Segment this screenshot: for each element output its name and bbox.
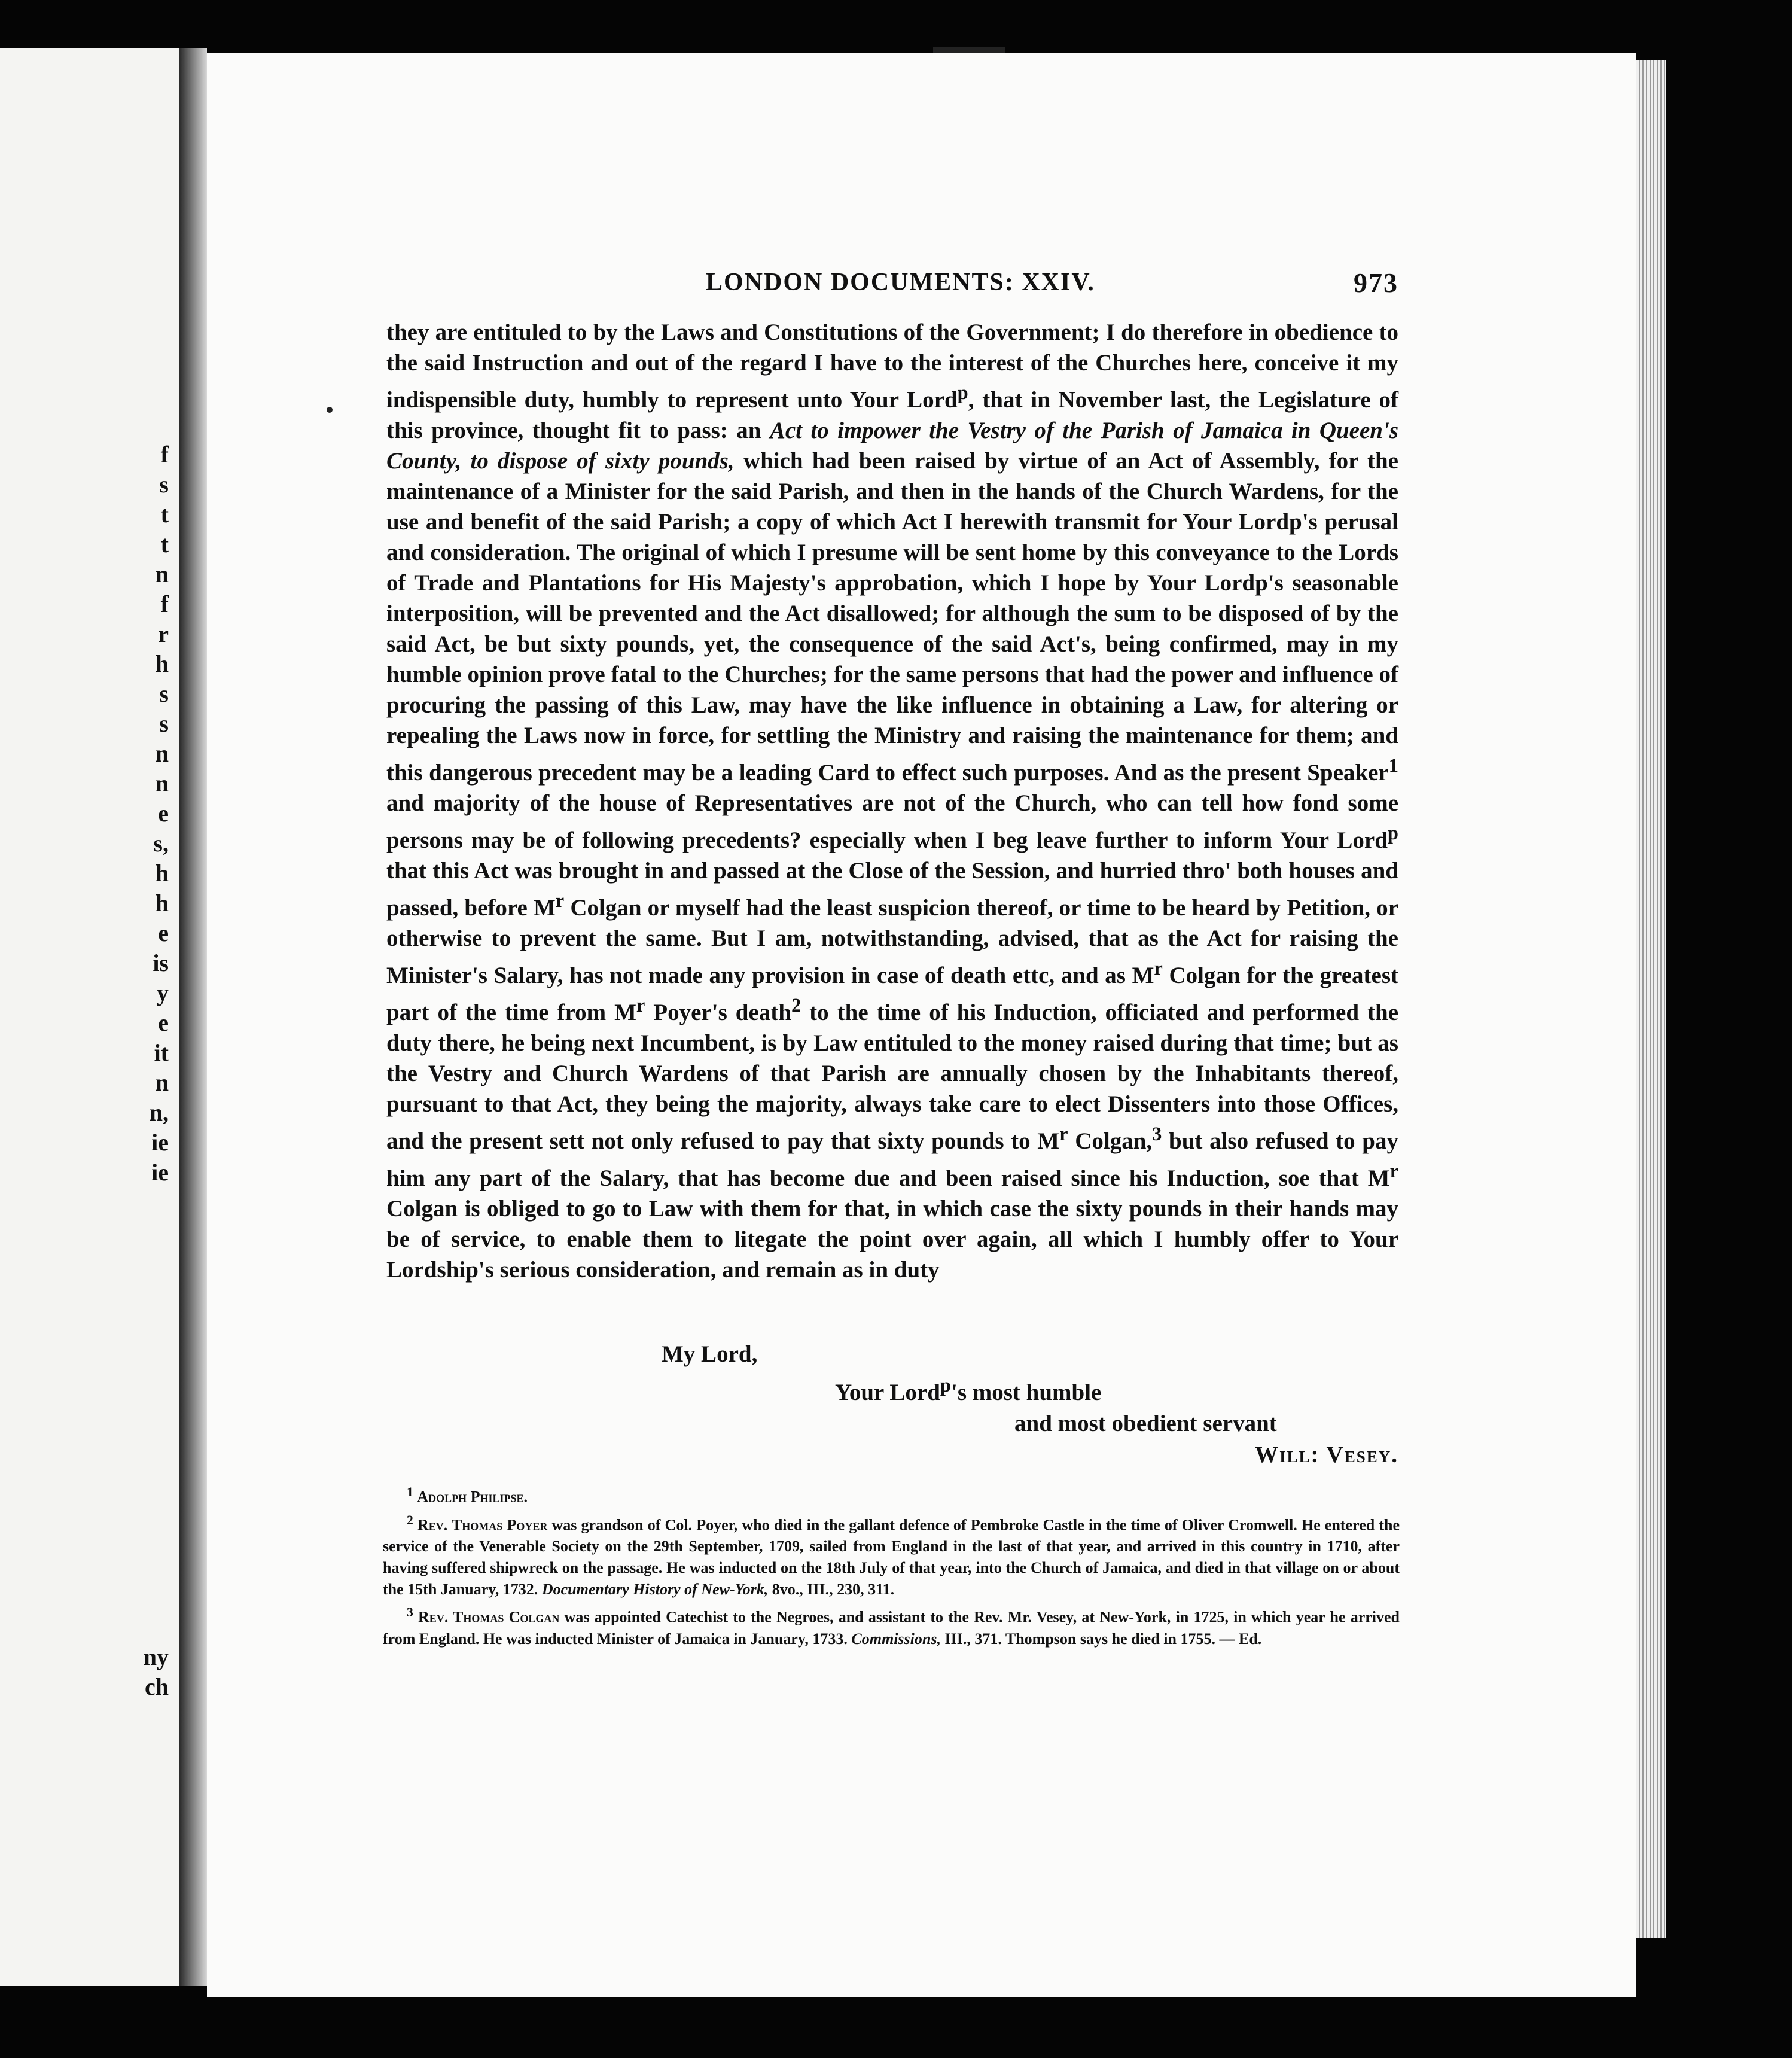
facing-page-fragment: s [159, 710, 169, 737]
facing-page [0, 48, 179, 1986]
facing-page-fragment: r [158, 620, 169, 647]
facing-page-fragment: t [160, 531, 169, 558]
facing-page-fragment: e [158, 920, 169, 946]
facing-page-fragment: y [157, 979, 169, 1006]
facing-page-fragment: h [155, 890, 169, 917]
letter-closing [386, 1339, 1398, 1471]
footnote-3: $^3$ Rev. Thomas Colgan was appointed Catechist to the Negroes, and assistant to the Rev. Mr. Vesey, at New-York, in 1725, in which year he arrived from England. He was inducted Minister of Jamaica in January, 1733. Commissions, III., 371. Thompson says he died in 1755. — Ed. [383, 1605, 1400, 1648]
facing-page-fragment: ny [143, 1643, 169, 1670]
footnote-ref-3: 3 [1152, 1124, 1162, 1145]
facing-page-fragment: it [154, 1039, 169, 1066]
facing-page-fragment: t [160, 501, 169, 528]
facing-page-fragment: is [153, 949, 169, 976]
facing-page-fragment: ie [151, 1129, 169, 1156]
page-edges [1636, 60, 1666, 1938]
facing-page-fragment: n [155, 740, 169, 767]
running-title: LONDON DOCUMENTS: XXIV. [706, 269, 1095, 296]
letter-paragraph: they are entituled to by the Laws and Constitutions of the Government; I do therefore in obedience to the said Instruction and out of the regard I have to the interest of the Churches here, conceive it my indispensible duty, humbly to represent unto Your Lord$^p$, that in November last, the Legislature of this province, thought fit to pass: an Act to impower the Vestry of the Parish of Jamaica in Queen's County, to dispose of sixty pounds, which had been raised by virtue of an Act of Assembly, for the maintenance of a Minister for the said Parish, and then in the hands of the Church Wardens, for the use and benefit of the said Parish; a copy of which Act I herewith transmit for Your Lordp's perusal and consideration. The original of which I presume will be sent home by this conveyance to the Lords of Trade and Plantations for His Majesty's approbation, which I hope by Your Lordp's seasonable interposition, will be prevented and the Act disallowed; for although the sum to be disposed of by the said Act, be but sixty pounds, yet, the consequence of the said Act's, being confirmed, may in my humble opinion prove fatal to the Churches; for the same persons that had the power and influence of procuring the passing of this Law, may have the like influence in obtaining a Law, for altering or repealing the Laws now in force, for settling the Ministry and raising the maintenance for them; and this dangerous precedent may be a leading Card to effect such purposes. And as the present Speaker$^1$ and majority of the house of Representatives are not of the Church, who can tell how fond some persons may be of following precedents? especially when I beg leave further to inform Your Lord$^p$ that this Act was brought in and passed at the Close of the Session, and hurried thro' both houses and passed, before $M^r$ Colgan or myself had the least suspicion thereof, or time to be heard by Petition, or otherwise to prevent the same. But I am, notwithstanding, advised, that as the Act for raising the Minister's Salary, has not made any provision in case of death ettc, and as $M^r$ Colgan for the greatest part of the time from $M^r$ Poyer's death$^2$ to the time of his Induction, officiated and performed the duty there, he being next Incumbent, is by Law entituled to the money raised during that time; but as the Vestry and Church Wardens of that Parish are annually chosen by the Inhabitants thereof, pursuant to that Act, they being the majority, always take care to elect Dissenters into those Offices, and the present sett not only refused to pay that sixty pounds to $M^r$ Colgan,$^3$ but also refused to pay him any part of the Salary, that has become due and been raised since his Induction, soe that $M^r$ Colgan is obliged to go to Law with them for that, in which case the sixty pounds in their hands may be of service, to enable them to litegate the point over again, all which I humbly offer to Your Lordship's serious consideration, and remain as in duty [386, 319, 1399, 1283]
facing-page-fragment: n [155, 1069, 169, 1096]
facing-page-fragment: f [160, 441, 169, 468]
facing-page-fragment: s [159, 680, 169, 707]
page-number: 973 [1354, 267, 1398, 298]
book-gutter [179, 48, 207, 1986]
facing-page-fragment: ie [151, 1159, 169, 1186]
facing-page-fragment: n, [149, 1099, 169, 1126]
letter-body [386, 317, 1398, 1285]
ink-spot [327, 407, 333, 413]
closing-line: Your Lord$^p$'s most humble [835, 1375, 1102, 1405]
footnote-1: $^1$ Adolph Philipse. [407, 1485, 528, 1506]
facing-page-fragment: n [155, 561, 169, 587]
salutation: My Lord, [662, 1341, 758, 1367]
facing-page-fragment: ch [145, 1673, 169, 1700]
footnotes [383, 1481, 1400, 1651]
footnote-ref-2: 2 [791, 995, 801, 1016]
signature: Will: Vesey. [1254, 1442, 1398, 1468]
facing-page-fragment: s [159, 471, 169, 498]
closing-line: and most obedient servant [1014, 1411, 1277, 1436]
facing-page-fragment: e [158, 1009, 169, 1036]
footnote-ref-1: 1 [1388, 755, 1398, 777]
facing-page-fragment: h [155, 650, 169, 677]
facing-page-fragment: s, [153, 830, 169, 857]
facing-page-fragment: n [155, 770, 169, 797]
facing-page-fragment: e [158, 800, 169, 827]
footnote-2: $^2$ Rev. Thomas Poyer was grandson of Col. Poyer, who died in the gallant defence of Pembroke Castle in the time of Oliver Cromwell. He entered the service of the Venerable Society on the 29th September, 1709, sailed from England in the last of that year, and arrived in this country in 1710, after having suffered shipwreck on the passage. He was inducted on the 18th July of that year, into the Church of Jamaica, and died in that village on or about the 15th January, 1732. Documentary History of New-York, 8vo., III., 230, 311. [383, 1512, 1400, 1599]
facing-page-fragment: h [155, 860, 169, 887]
act-title: Act to impower the Vestry of the Parish of Jamaica in Queen's County, to dispose of sixty pounds, [386, 418, 1398, 474]
facing-page-fragment: f [160, 590, 169, 617]
